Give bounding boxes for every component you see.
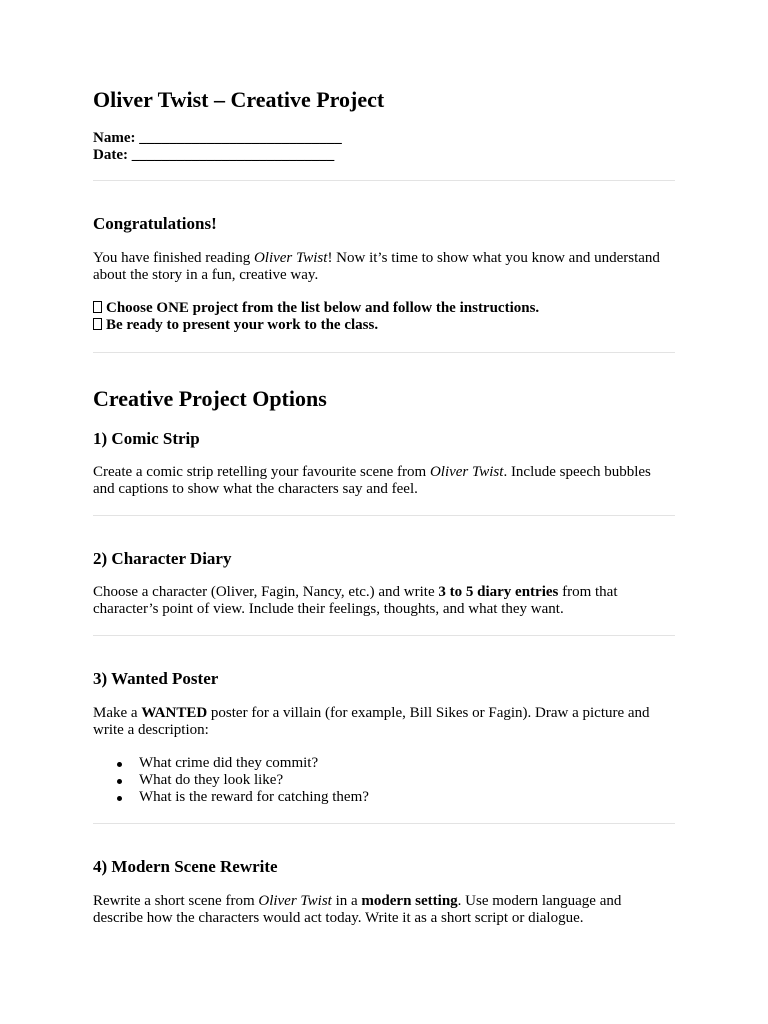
intro-text-a: You have finished reading xyxy=(93,250,254,266)
rewrite-text-b: in a xyxy=(331,893,362,909)
comic-text-b: . Include speech bubbles and captions to show what the characters say and feel. xyxy=(93,464,651,497)
congratulations-heading: Congratulations! xyxy=(93,214,217,233)
poster-text-a: Make a xyxy=(93,705,142,721)
intro-paragraph xyxy=(93,250,675,284)
poster-text-b: poster for a villain (for example, Bill Sikes or Fagin). Draw a picture and write a description: xyxy=(93,705,650,738)
wanted-poster-heading: 3) Wanted Poster xyxy=(93,669,219,688)
rewrite-text-a: Rewrite a short scene from xyxy=(93,893,259,909)
date-field: Date: ___________________________ xyxy=(93,147,335,163)
page-title: Oliver Twist – Creative Project xyxy=(93,87,385,112)
options-heading: Creative Project Options xyxy=(93,386,327,411)
instruction-choose-text: Choose ONE project from the list below and follow the instructions. xyxy=(106,300,540,316)
divider xyxy=(93,635,675,636)
wanted-poster-description xyxy=(93,705,675,739)
poster-wanted-emphasis: WANTED xyxy=(141,705,208,721)
comic-book-title: Oliver Twist xyxy=(429,464,504,480)
modern-rewrite-heading: 4) Modern Scene Rewrite xyxy=(93,857,278,876)
checkbox-icon xyxy=(93,318,102,330)
character-diary-description xyxy=(93,584,675,618)
rewrite-text-c: . Use modern language and describe how the characters would act today. Write it as a short script or dialogue. xyxy=(93,893,622,926)
instruction-choose xyxy=(93,300,539,317)
divider xyxy=(93,823,675,824)
comic-text-a: Create a comic strip retelling your favourite scene from xyxy=(93,464,430,480)
diary-entries-emphasis: 3 to 5 diary entries xyxy=(438,584,559,600)
poster-bullet-list xyxy=(93,755,369,806)
checkbox-icon xyxy=(93,301,102,313)
instruction-present xyxy=(93,317,378,334)
instruction-present-text: Be ready to present your work to the class. xyxy=(106,317,379,333)
list-item: What crime did they commit? xyxy=(93,755,369,772)
rewrite-book-title: Oliver Twist xyxy=(258,893,332,909)
modern-rewrite-description xyxy=(93,893,675,927)
diary-text-a: Choose a character (Oliver, Fagin, Nancy, etc.) and write xyxy=(93,584,439,600)
comic-strip-heading: 1) Comic Strip xyxy=(93,429,200,448)
name-field: Name: ___________________________ xyxy=(93,130,342,146)
character-diary-heading: 2) Character Diary xyxy=(93,549,232,568)
list-item: What is the reward for catching them? xyxy=(93,789,369,806)
intro-text-b: ! Now it’s time to show what you know and understand about the story in a fun, creative way. xyxy=(93,250,660,283)
list-item: What do they look like? xyxy=(93,772,369,789)
diary-text-b: from that character’s point of view. Include their feelings, thoughts, and what they want. xyxy=(93,584,618,617)
divider xyxy=(93,180,675,181)
divider xyxy=(93,352,675,353)
comic-strip-description xyxy=(93,464,675,498)
rewrite-setting-emphasis: modern setting xyxy=(361,893,458,909)
divider xyxy=(93,515,675,516)
intro-book-title: Oliver Twist xyxy=(253,250,328,266)
